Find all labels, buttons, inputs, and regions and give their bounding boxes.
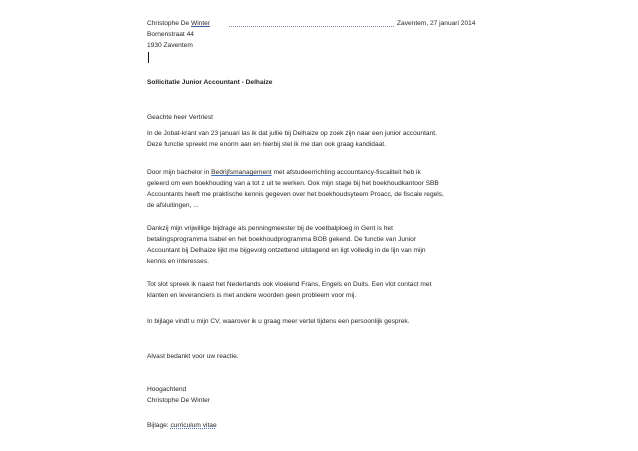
spellcheck-word: Bedrijfsmanagement	[211, 169, 272, 176]
paragraph-2-text: met afstudeerrichting accountancy-fiscaliteit heb ik	[271, 169, 421, 176]
paragraph-3-line: Dankzij mijn vrijwillige bijdrage als penningmeester bij de voetbalploeg in Gent is het	[147, 225, 393, 232]
sender-city: 1930 Zaventem	[147, 42, 193, 49]
closing-line: Hoogachtend	[147, 386, 187, 393]
sender-street: Bornenstraat 44	[147, 31, 194, 38]
paragraph-4-line: klanten en leveranciers is met andere woorden geen probleem voor mij.	[147, 291, 357, 299]
paragraph-1-line: In de Jobat-krant van 23 januari las ik dat jullie bij Delhaize op zoek zijn naar een junior accountant.	[147, 130, 437, 137]
text-cursor[interactable]	[148, 52, 149, 63]
paragraph-2-line: Accountants heeft me praktische kennis gegeven over het boekhoudsyteem Proacc, de fiscale regels,	[147, 190, 444, 198]
paragraph-1-line: Deze functie spreekt me enorm aan en hierbij stel ik me dan ook graag kandidaat.	[147, 140, 386, 148]
attachment-line	[147, 421, 217, 430]
paragraph-4-line: Tot slot spreek ik naast het Nederlands ook vloeiend Frans, Engels en Duits. Een vlot contact met	[147, 281, 432, 288]
header-dotted-leader	[229, 26, 394, 27]
subject-line: Sollicitatie Junior Accountant - Delhaize	[147, 79, 273, 86]
paragraph-3-line: kennis en interesses.	[147, 257, 209, 265]
paragraph-3-line: Accountant bij Delhaize lijkt me bijgevolg ontzettend uitdagend en ligt volledig in de lijn van mijn	[147, 246, 426, 254]
thanks-line: Alvast bedankt voor uw reactie.	[147, 353, 239, 360]
paragraph-2	[147, 168, 495, 212]
place-date: Zaventem, 27 januari 2014	[397, 20, 476, 27]
paragraph-2-line: de afsluitingen, ...	[147, 201, 199, 209]
paragraph-2-text: Door mijn bachelor in	[147, 169, 212, 176]
salutation: Geachte heer Vertriest	[147, 114, 213, 121]
paragraph-2-line	[147, 168, 495, 179]
signature-name: Christophe De Winter	[147, 397, 211, 404]
attachment-label: Bijlage:	[147, 422, 171, 429]
paragraph-5-line: In bijlage vindt u mijn CV, waarover ik u graag meer vertel tijdens een persoonlijk gesprek.	[147, 318, 410, 325]
paragraph-1	[147, 129, 495, 151]
sender-name-last: Winter	[190, 20, 211, 27]
paragraph-3	[147, 224, 495, 268]
paragraph-2-line: geleerd om een boekhouding van a tot z uit te werken. Ook mijn stage bij het boekhoudkantoor SBB	[147, 179, 439, 187]
paragraph-5	[147, 317, 495, 328]
paragraph-4	[147, 280, 495, 302]
sender-name-first: Christophe De	[147, 20, 191, 27]
attachment-value: curriculum vitae	[170, 422, 217, 429]
sender-name	[147, 19, 210, 28]
paragraph-3-line: betalingsprogramma Isabel en het boekhoudprogramma BOB gekend. De functie van Junior	[147, 235, 417, 243]
